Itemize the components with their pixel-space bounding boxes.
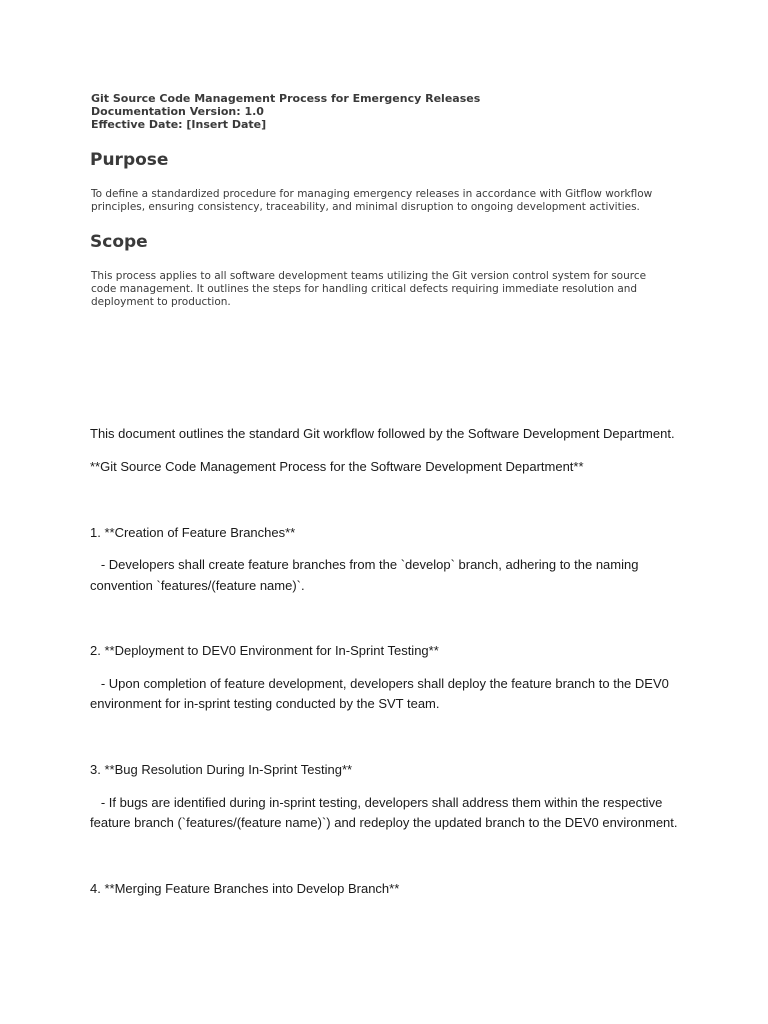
step-3-title: 3. **Bug Resolution During In-Sprint Testing** bbox=[90, 762, 353, 777]
purpose-text-line-1: To define a standardized procedure for managing emergency releases in accordance with Gitflow workflow bbox=[91, 188, 653, 200]
document-version: Documentation Version: 1.0 bbox=[91, 105, 264, 118]
step-1-title: 1. **Creation of Feature Branches** bbox=[90, 525, 296, 540]
intro-paragraph: This document outlines the standard Git workflow followed by the Software Development Department. bbox=[90, 426, 675, 441]
process-title: **Git Source Code Management Process for the Software Development Department** bbox=[90, 459, 584, 474]
step-2-title: 2. **Deployment to DEV0 Environment for In-Sprint Testing** bbox=[90, 643, 439, 658]
effective-date: Effective Date: [Insert Date] bbox=[91, 118, 267, 131]
step-4-title: 4. **Merging Feature Branches into Develop Branch** bbox=[90, 881, 400, 896]
scope-text-line-3: deployment to production. bbox=[91, 296, 231, 308]
scope-text-line-2: code management. It outlines the steps for handling critical defects requiring immediate resolution and bbox=[91, 283, 638, 295]
step-2-text-line-2: environment for in-sprint testing conducted by the SVT team. bbox=[90, 696, 440, 711]
document-header bbox=[91, 92, 691, 131]
purpose-text-line-2: principles, ensuring consistency, traceability, and minimal disruption to ongoing development activities. bbox=[91, 201, 640, 213]
step-3-text-line-2: feature branch (`features/(feature name)`) and redeploy the updated branch to the DEV0 environment. bbox=[90, 815, 678, 830]
document-title: Git Source Code Management Process for Emergency Releases bbox=[91, 92, 481, 105]
step-2-text-line-1: - Upon completion of feature development, developers shall deploy the feature branch to the DEV0 bbox=[90, 676, 669, 691]
step-1-text-line-2: convention `features/(feature name)`. bbox=[90, 578, 305, 593]
scope-text-line-1: This process applies to all software development teams utilizing the Git version control system for source bbox=[91, 270, 647, 282]
step-3-text-line-1: - If bugs are identified during in-sprint testing, developers shall address them within the respective bbox=[90, 795, 663, 810]
scope-heading: Scope bbox=[90, 232, 148, 252]
step-1-text-line-1: - Developers shall create feature branches from the `develop` branch, adhering to the naming bbox=[90, 557, 639, 572]
purpose-heading: Purpose bbox=[90, 150, 169, 170]
